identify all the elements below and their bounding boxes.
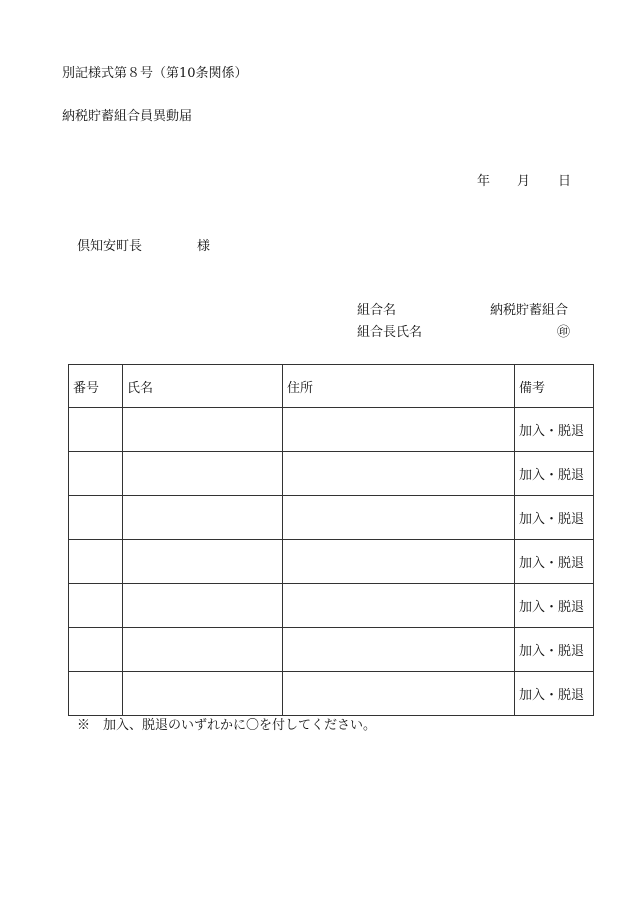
date-month-label: 月 (517, 174, 531, 189)
cell-remarks[interactable]: 加入・脱退 (515, 496, 594, 540)
header-remarks: 備考 (515, 365, 594, 408)
cell-address[interactable] (283, 496, 515, 540)
cell-address[interactable] (283, 408, 515, 452)
cell-remarks[interactable]: 加入・脱退 (515, 584, 594, 628)
document-title: 納税貯蓄組合員異動届 (62, 109, 193, 124)
cell-address[interactable] (283, 540, 515, 584)
addressee-honorific: 様 (197, 239, 211, 254)
cell-name[interactable] (123, 452, 283, 496)
cell-number[interactable] (69, 496, 123, 540)
cell-name[interactable] (123, 540, 283, 584)
footnote: ※ 加入、脱退のいずれかに〇を付してください。 (77, 718, 377, 733)
cell-number[interactable] (69, 408, 123, 452)
cell-remarks[interactable]: 加入・脱退 (515, 408, 594, 452)
header-address: 住所 (283, 365, 515, 408)
table-row (69, 452, 594, 496)
table-row (69, 540, 594, 584)
member-change-table (68, 364, 594, 716)
union-leader-label: 組合長氏名 (357, 325, 423, 340)
header-name: 氏名 (123, 365, 283, 408)
table-header-row (69, 365, 594, 408)
cell-number[interactable] (69, 584, 123, 628)
form-number: 別記様式第８号（第10条関係） (62, 66, 248, 81)
union-name-value: 納税貯蓄組合 (490, 303, 569, 318)
cell-address[interactable] (283, 584, 515, 628)
cell-number[interactable] (69, 452, 123, 496)
cell-number[interactable] (69, 540, 123, 584)
cell-address[interactable] (283, 672, 515, 716)
cell-name[interactable] (123, 672, 283, 716)
union-name-label: 組合名 (357, 303, 397, 318)
header-number: 番号 (69, 365, 123, 408)
cell-remarks[interactable]: 加入・脱退 (515, 672, 594, 716)
cell-number[interactable] (69, 672, 123, 716)
cell-number[interactable] (69, 628, 123, 672)
table-row (69, 496, 594, 540)
cell-remarks[interactable]: 加入・脱退 (515, 540, 594, 584)
cell-address[interactable] (283, 452, 515, 496)
cell-address[interactable] (283, 628, 515, 672)
cell-name[interactable] (123, 628, 283, 672)
table-row (69, 628, 594, 672)
cell-name[interactable] (123, 496, 283, 540)
cell-name[interactable] (123, 584, 283, 628)
date-day-label: 日 (558, 174, 572, 189)
date-year-label: 年 (477, 174, 491, 189)
table-row (69, 672, 594, 716)
seal-mark: ㊞ (557, 325, 571, 340)
table-row (69, 584, 594, 628)
cell-remarks[interactable]: 加入・脱退 (515, 452, 594, 496)
cell-name[interactable] (123, 408, 283, 452)
table-row (69, 408, 594, 452)
addressee-name: 倶知安町長 (77, 239, 143, 254)
cell-remarks[interactable]: 加入・脱退 (515, 628, 594, 672)
